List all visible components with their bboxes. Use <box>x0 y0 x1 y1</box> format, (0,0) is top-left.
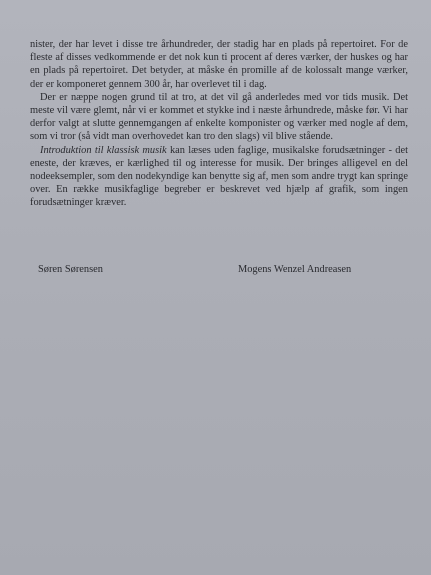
signature-right: Mogens Wenzel Andreasen <box>238 264 352 275</box>
paragraph-1 <box>30 38 408 91</box>
body-text <box>30 38 408 210</box>
paragraph-2 <box>30 91 408 144</box>
paragraph-3 <box>30 144 408 210</box>
paragraph-2-text: Der er næppe nogen grund til at tro, at det vil gå anderledes med vor tids musik. Det meste vil være glemt, når vi er kommet et stykke ind i næste århundrede, måske før. Vi har derfor valgt at slutte gennemgangen af enkelte komponister og værker med nogle af dem, som vi tror (så vidt man overhovedet kan tro den slags) vil blive stående. <box>30 91 408 143</box>
paragraph-1-text: nister, der har levet i disse tre århundreder, der stadig har en plads på repertoiret. For de fleste af disses vedkommende er det nok kun ti procent af deres værker, der huskes og har en plads på repertoiret. Det betyder, at måske én promille af de kolossalt mange værker, der er komponeret gennem 300 år, har overlevet til i dag. <box>30 39 408 90</box>
signature-left: Søren Sørensen <box>38 264 103 275</box>
paragraph-3-text: kan læses uden faglige, musikalske forudsætninger - det eneste, der kræves, er kærlighed til og interesse for musik. Der bringes alligevel en del nodeeksempler, som den nodekyndige kan benytte sig af, men som andre trygt kan springe over. En række musikfaglige begreber er beskrevet ved hjælp af grafik, som ingen forudsætninger kræver. <box>30 144 408 209</box>
book-title-italic: Introduktion til klassisk musik <box>40 144 167 156</box>
